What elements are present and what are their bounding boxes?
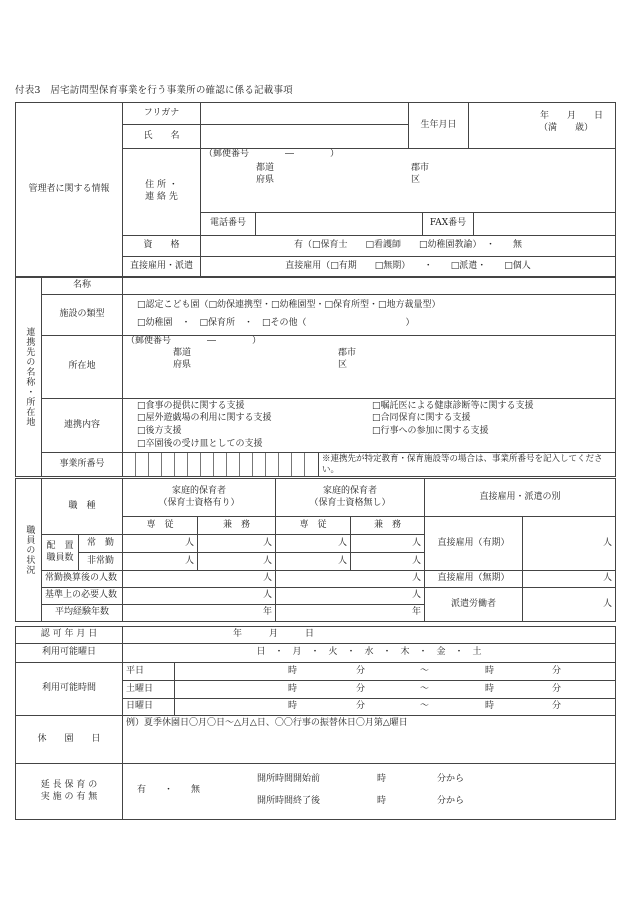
placement-label: 配 置 職員数 <box>42 535 79 571</box>
holiday-label: 休 園 日 <box>16 716 123 764</box>
support-health-check[interactable]: □嘱託医による健康診断等に関する支援 <box>372 400 534 411</box>
qualified-full-nonregular[interactable]: 人 <box>123 553 198 571</box>
schedule-table <box>15 626 616 820</box>
weekday-label: 平日 <box>123 663 175 681</box>
birth-label: 生年月日 <box>409 103 469 149</box>
after-close-hour: 時 <box>377 796 387 806</box>
partner-location-field[interactable] <box>123 336 616 399</box>
unqualified-experience[interactable]: 年 <box>276 605 425 622</box>
support-meal[interactable]: □食事の提供に関する支援 <box>137 400 245 411</box>
pref-label: 都道 府県 <box>256 163 275 185</box>
partner-section-label: 連携先の名称・所在地 <box>16 278 42 477</box>
qualified-part-regular[interactable]: 人 <box>198 535 276 553</box>
facility-type-options[interactable]: □認定こども園（□幼保連携型・□幼稚園型・□保育所型・□地方裁量型） □幼稚園 ・ □保育所 ・ □その他（ ） <box>123 295 616 336</box>
dispatch-field[interactable]: 人 <box>523 588 616 622</box>
sunday-hours[interactable]: 時 分 ～ 時 分 <box>175 699 616 716</box>
office-number-label: 事業所番号 <box>42 453 123 477</box>
holiday-field[interactable] <box>123 716 616 764</box>
days-options[interactable]: 日 ・ 月 ・ 火 ・ 水 ・ 木 ・ 金 ・ 土 <box>123 644 616 663</box>
facility-type-label: 施設の類型 <box>42 295 123 336</box>
days-label: 利用可能曜日 <box>16 644 123 663</box>
postal-code: （郵便番号 ― ） <box>204 149 340 159</box>
saturday-hours[interactable]: 時 分 ～ 時 分 <box>175 681 616 699</box>
age-value: （満 歳） <box>538 122 593 133</box>
qualification-options[interactable]: 有（□保育士 □看護師 □幼稚園教諭） ・ 無 <box>201 236 616 257</box>
holiday-example: 例）夏季休園日〇月〇日～△月△日、〇〇行事の振替休日〇月第△曜日 <box>126 718 408 728</box>
qualified-experience[interactable]: 年 <box>123 605 276 622</box>
qualified-part-nonregular[interactable]: 人 <box>198 553 276 571</box>
approval-value: 年 月 日 <box>233 629 315 640</box>
qualified-full-regular[interactable]: 人 <box>123 535 198 553</box>
sunday-label: 日曜日 <box>123 699 175 716</box>
birth-value: 年 月 日 <box>539 111 603 121</box>
phone-field[interactable] <box>256 213 423 235</box>
before-open-from: 分から <box>437 774 465 784</box>
before-open-hour: 時 <box>377 774 387 784</box>
extended-care-field[interactable] <box>123 764 616 820</box>
fax-label: FAX番号 <box>423 213 474 235</box>
support-after-graduation[interactable]: □卒園後の受け皿としての支援 <box>137 438 263 449</box>
unqualified-full-header: 専 従 <box>276 517 351 535</box>
address-label: 住 所 ・ 連 絡 先 <box>123 149 201 236</box>
manager-section-label: 管理者に関する情報 <box>16 103 123 277</box>
office-number-row <box>123 453 616 477</box>
hours-label: 利用可能時間 <box>16 663 123 716</box>
furigana-label: フリガナ <box>123 103 201 125</box>
office-number-boxes[interactable] <box>123 453 319 476</box>
partner-location-label: 所在地 <box>42 336 123 399</box>
support-events[interactable]: □行事への参加に関する支援 <box>372 426 489 436</box>
qualified-part-header: 兼 務 <box>198 517 276 535</box>
name-label: 氏 名 <box>123 125 201 149</box>
partner-table <box>15 277 616 477</box>
contact-row <box>201 213 616 236</box>
saturday-label: 土曜日 <box>123 681 175 699</box>
no-fixed-term-label: 直接雇用（無期） <box>425 571 523 588</box>
after-close-label: 開所時間終了後 <box>257 796 321 806</box>
form-title: 付表3 居宅訪問型保育事業を行う事業所の確認に係る記載事項 <box>15 85 293 96</box>
partner-name-label: 名称 <box>42 278 123 295</box>
birth-field[interactable] <box>469 103 616 149</box>
partner-name-field[interactable] <box>123 278 616 295</box>
employment-options[interactable]: 直接雇用（□有期 □無期） ・ □派遣・ □個人 <box>201 257 616 277</box>
address-field[interactable] <box>201 149 616 213</box>
staff-table <box>15 478 616 622</box>
extended-care-label: 延 長 保 育 の 実 施 の 有 無 <box>16 764 123 820</box>
phone-label: 電話番号 <box>201 213 256 235</box>
fax-field[interactable] <box>474 213 616 235</box>
city-label: 郡市 区 <box>411 163 430 185</box>
support-joint-care[interactable]: □合同保育に関する支援 <box>372 413 471 424</box>
cooperation-label: 連携内容 <box>42 399 123 453</box>
office-number-note: ※連携先が特定教育・保育施設等の場合は、事業所番号を記入してください。 <box>322 454 603 475</box>
nonregular-label: 非常勤 <box>79 553 123 571</box>
col-employment-header: 直接雇用・派遣の別 <box>425 479 616 517</box>
name-field[interactable] <box>201 125 409 149</box>
qualified-fte[interactable]: 人 <box>123 571 276 588</box>
approval-field[interactable] <box>123 627 616 644</box>
unqualified-part-header: 兼 務 <box>351 517 425 535</box>
qualification-label: 資 格 <box>123 236 201 257</box>
job-type-label: 職 種 <box>42 479 123 535</box>
support-playground[interactable]: □屋外遊戯場の利用に関する支援 <box>137 413 272 424</box>
unqualified-part-regular[interactable]: 人 <box>351 535 425 553</box>
cooperation-options[interactable] <box>123 399 616 453</box>
unqualified-part-nonregular[interactable]: 人 <box>351 553 425 571</box>
unqualified-full-nonregular[interactable]: 人 <box>276 553 351 571</box>
fixed-term-field[interactable]: 人 <box>523 517 616 571</box>
dispatch-label: 派遣労働者 <box>425 588 523 622</box>
weekday-hours[interactable]: 時 分 ～ 時 分 <box>175 663 616 681</box>
experience-label: 平均経験年数 <box>42 605 123 622</box>
col-unqualified-header: 家庭的保育者 （保育士資格無し） <box>276 479 425 517</box>
regular-label: 常 勤 <box>79 535 123 553</box>
unqualified-full-regular[interactable]: 人 <box>276 535 351 553</box>
partner-pref: 都道 府県 <box>173 348 192 370</box>
furigana-field[interactable] <box>201 103 409 125</box>
after-close-from: 分から <box>437 796 465 806</box>
col-qualified-header: 家庭的保育者 （保育士資格有り） <box>123 479 276 517</box>
before-open-label: 開所時間開始前 <box>257 774 321 784</box>
manager-table <box>15 102 616 277</box>
fte-label: 常勤換算後の人数 <box>42 571 123 588</box>
partner-city: 郡市 区 <box>338 348 357 370</box>
employment-label: 直接雇用・派遣 <box>123 257 201 277</box>
approval-label: 認 可 年 月 日 <box>16 627 123 644</box>
unqualified-required[interactable]: 人 <box>276 588 425 605</box>
fixed-term-label: 直接雇用（有期） <box>425 517 523 571</box>
qualified-full-header: 専 従 <box>123 517 198 535</box>
partner-postal: （郵便番号 ― ） <box>126 336 262 346</box>
qualified-required[interactable]: 人 <box>123 588 276 605</box>
no-fixed-term-field[interactable]: 人 <box>523 571 616 588</box>
unqualified-fte[interactable]: 人 <box>276 571 425 588</box>
extended-yes-no[interactable]: 有 ・ 無 <box>137 785 201 795</box>
support-backup[interactable]: □後方支援 <box>137 426 182 436</box>
required-label: 基準上の必要人数 <box>42 588 123 605</box>
staff-section-label: 職員の状況 <box>16 479 42 622</box>
